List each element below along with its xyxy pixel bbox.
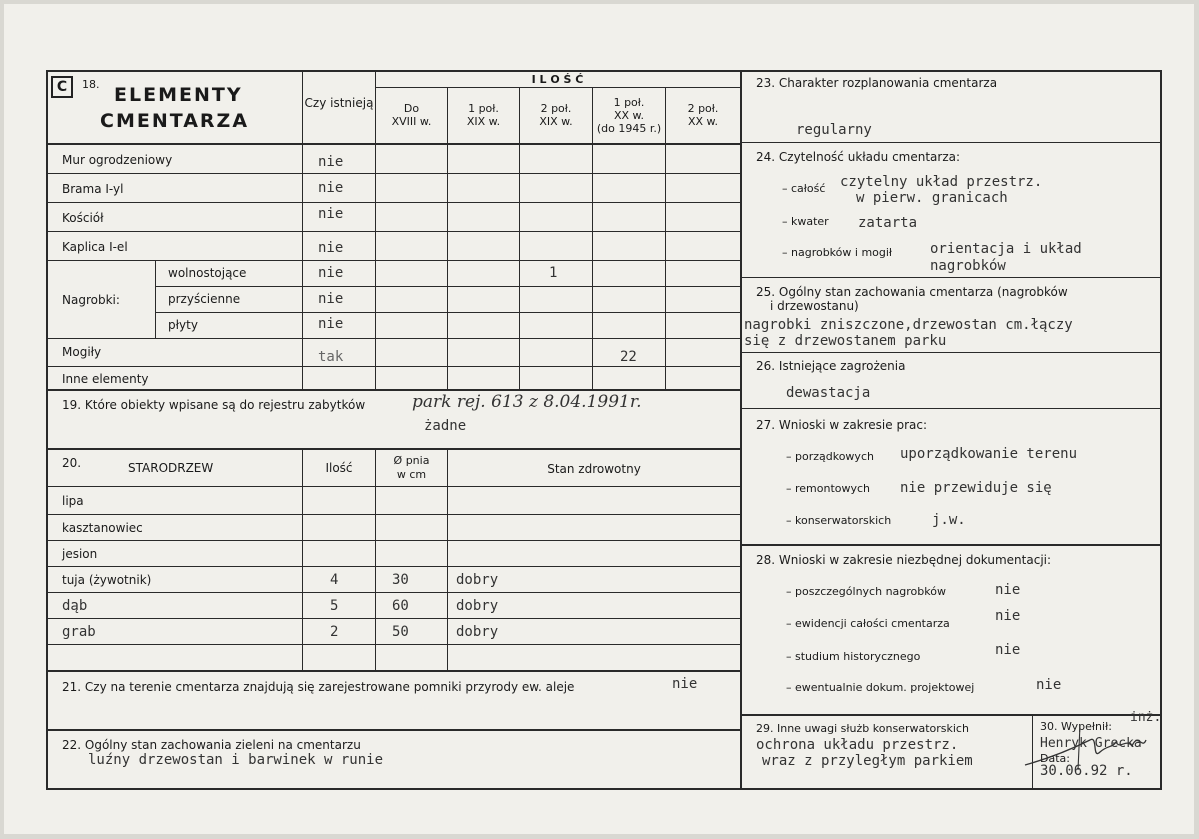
tree-name: lipa [62, 494, 84, 508]
starodrzew-col-diam [376, 454, 447, 482]
q19-label: 19. Które obiekty wpisane są do rejestru zabytków [62, 398, 366, 412]
rule [155, 286, 741, 287]
rule [375, 450, 376, 670]
rule [46, 486, 741, 487]
q22-label: 22. Ogólny stan zachowania zieleni na cmentarzu [62, 738, 361, 752]
tree-health: dobry [456, 572, 499, 588]
starodrzew-title: STARODRZEW [128, 461, 214, 475]
q29-answer-1: ochrona układu przestrz. [756, 737, 959, 753]
q24-kwater-label: – kwater [782, 215, 829, 228]
element-exists: tak [318, 349, 344, 365]
q30-label: 30. Wypełnił: [1040, 720, 1112, 733]
rule [740, 408, 1161, 409]
element-label: płyty [168, 318, 198, 332]
q28-item-label: – poszczególnych nagrobków [786, 585, 946, 598]
starodrzew-col-diam-l2: w cm [396, 468, 427, 481]
q19-answer-2: żadne [424, 418, 467, 434]
element-count: 22 [620, 349, 637, 365]
rule [665, 87, 666, 390]
q25-answer-1: nagrobki zniszczone,drzewostan cm.łączy [744, 317, 1073, 333]
section-number: 18. [82, 78, 100, 91]
element-label: Mur ogrodzeniowy [62, 153, 173, 167]
q29-label: 29. Inne uwagi służb konserwatorskich [756, 722, 969, 735]
q29-answer-2: wraz z przyległym parkiem [762, 753, 973, 769]
frame-top [46, 70, 1161, 72]
q22-answer: luźny drzewostan i barwinek w runie [88, 752, 384, 768]
header-col-2-l1: 2 poł. [540, 102, 572, 115]
q25-label-1: 25. Ogólny stan zachowania cmentarza (nagrobków [756, 285, 1068, 299]
section-title-line1: ELEMENTY [114, 84, 243, 106]
starodrzew-number: 20. [62, 456, 82, 470]
q26-answer: dewastacja [786, 385, 871, 401]
header-col-3-l3: (do 1945 r.) [596, 122, 662, 135]
q28-item-label: – ewentualnie dokum. projektowej [786, 681, 975, 694]
header-col-1 [448, 102, 519, 128]
rule [447, 87, 448, 390]
element-exists: nie [318, 206, 344, 222]
nagrobki-label: Nagrobki: [62, 293, 120, 307]
rule [46, 173, 741, 174]
q24-kwater-answer: zatarta [858, 215, 918, 231]
rule [46, 389, 741, 391]
header-ilosc: I L O Ś Ć [531, 73, 584, 86]
q28-item-answer: nie [995, 582, 1021, 598]
tree-count: 5 [330, 598, 339, 614]
header-col-2 [520, 102, 592, 128]
rule [740, 714, 1161, 716]
header-col-0-l2: XVIII w. [391, 115, 432, 128]
q28-item-label: – ewidencji całości cmentarza [786, 617, 950, 630]
q27-item-label: – remontowych [786, 482, 871, 495]
tree-name: kasztanowiec [62, 521, 143, 535]
q24-label: 24. Czytelność układu cmentarza: [756, 150, 961, 164]
q27-item-answer: uporządkowanie terenu [900, 446, 1078, 462]
header-col-4-l2: XX w. [687, 115, 719, 128]
rule [155, 312, 741, 313]
element-label: Kaplica I-el [62, 240, 128, 254]
header-col-0 [376, 102, 447, 128]
q24-calosc-label: – całość [782, 182, 826, 195]
q23-label: 23. Charakter rozplanowania cmentarza [756, 76, 998, 90]
q21-label: 21. Czy na terenie cmentarza znajdują się zarejestrowane pomniki przyrody ew. aleje [62, 680, 575, 694]
header-col-3-l1: 1 poł. [613, 96, 645, 109]
starodrzew-col-diam-l1: Ø pnia [393, 454, 430, 467]
q24-nagrobkow-label: – nagrobków i mogił [782, 246, 893, 259]
divider-left-right [740, 70, 742, 790]
q27-item-answer: nie przewiduje się [900, 480, 1052, 496]
tree-diam: 30 [392, 572, 409, 588]
element-exists: nie [318, 240, 344, 256]
tree-health: dobry [456, 598, 499, 614]
rule [740, 142, 1161, 143]
tree-diam: 60 [392, 598, 409, 614]
tree-name: grab [62, 624, 96, 640]
rule [46, 338, 741, 339]
rule [46, 202, 741, 203]
rule [46, 566, 741, 567]
q30-name: Henryk Grecka [1040, 736, 1142, 751]
q28-label: 28. Wnioski w zakresie niezbędnej dokumentacji: [756, 553, 1052, 567]
tree-name: dąb [62, 598, 88, 614]
q28-item-answer: nie [995, 642, 1021, 658]
rule [740, 277, 1161, 278]
rule [46, 644, 741, 645]
rule [46, 260, 741, 261]
header-exists-text: Czy istnieją [304, 96, 374, 110]
rule [46, 592, 741, 593]
q28-item-label: – studium historycznego [786, 650, 921, 663]
element-exists: nie [318, 154, 344, 170]
q24-calosc-answer-1: czytelny układ przestrz. [840, 174, 1043, 190]
q27-label: 27. Wnioski w zakresie prac: [756, 418, 928, 432]
q26-label: 26. Istniejące zagrożenia [756, 359, 906, 373]
header-col-4-l1: 2 poł. [687, 102, 719, 115]
header-col-2-l2: XIX w. [539, 115, 573, 128]
q24-nagrobkow-answer-2: nagrobków [930, 258, 1006, 274]
tree-health: dobry [456, 624, 499, 640]
q30-inz: inż. [1130, 710, 1162, 725]
rule [375, 87, 740, 88]
rule [46, 540, 741, 541]
rule [155, 260, 156, 338]
section-title-line2: CMENTARZA [100, 110, 250, 132]
rule [302, 70, 303, 390]
q24-nagrobkow-answer-1: orientacja i układ [930, 241, 1082, 257]
q25-label-2: i drzewostanu) [770, 299, 859, 313]
header-col-1-l2: XIX w. [466, 115, 501, 128]
element-exists: nie [318, 291, 344, 307]
element-exists: nie [318, 316, 344, 332]
rule [302, 450, 303, 670]
q27-item-label: – porządkowych [786, 450, 874, 463]
signature [1020, 720, 1150, 780]
header-col-1-l1: 1 poł. [468, 102, 499, 115]
tree-name: jesion [62, 547, 98, 561]
element-label: Kościół [62, 211, 104, 225]
frame-left [46, 70, 48, 790]
header-col-3 [593, 96, 665, 135]
header-col-4 [666, 102, 740, 128]
q23-answer: regularny [796, 122, 872, 138]
header-col-0-l1: Do [403, 102, 420, 115]
element-label: Brama I-yl [62, 182, 124, 196]
q21-answer: nie [672, 676, 698, 692]
rule [46, 366, 741, 367]
rule [46, 618, 741, 619]
rule [46, 729, 741, 731]
q27-item-label: – konserwatorskich [786, 514, 892, 527]
rule [740, 352, 1161, 353]
q24-calosc-answer-2: w pierw. granicach [856, 190, 1008, 206]
rule [46, 143, 741, 145]
tree-count: 4 [330, 572, 339, 588]
q30-date-label: Data: [1040, 752, 1070, 765]
rule [46, 231, 741, 232]
starodrzew-col-count: Ilość [325, 461, 353, 475]
header-exists [304, 96, 374, 110]
q19-answer-1: park rej. 613 z 8.04.1991r. [412, 392, 642, 412]
element-count: 1 [549, 265, 558, 281]
rule [447, 450, 448, 670]
q28-item-answer: nie [995, 608, 1021, 624]
element-exists: nie [318, 265, 344, 281]
rule [46, 670, 741, 672]
element-label: Inne elementy [62, 372, 149, 386]
element-exists: nie [318, 180, 344, 196]
frame-right [1160, 70, 1162, 790]
rule [740, 544, 1161, 546]
starodrzew-col-health: Stan zdrowotny [547, 462, 641, 476]
rule [46, 448, 741, 450]
element-label: wolnostojące [168, 266, 247, 280]
q27-item-answer: j.w. [932, 512, 966, 528]
q28-item-answer: nie [1036, 677, 1062, 693]
header-col-3-l2: XX w. [613, 109, 645, 122]
rule [519, 87, 520, 390]
element-label: przyścienne [168, 292, 241, 306]
tree-name: tuja (żywotnik) [62, 573, 152, 587]
tree-count: 2 [330, 624, 339, 640]
q30-date: 30.06.92 r. [1040, 763, 1133, 779]
element-label: Mogiły [62, 345, 102, 359]
tree-diam: 50 [392, 624, 409, 640]
q25-answer-2: się z drzewostanem parku [744, 333, 947, 349]
rule [46, 514, 741, 515]
section-letter-box: C [51, 76, 73, 98]
frame-bottom [46, 788, 1161, 790]
